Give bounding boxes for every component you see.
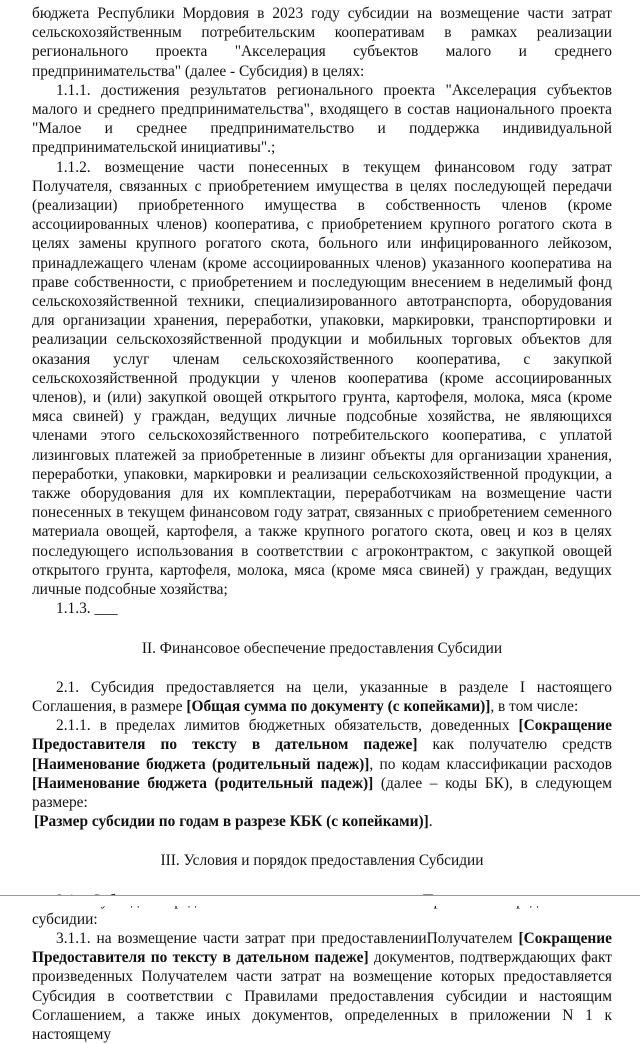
paragraph-2-1-1-text-b: как получателю средств (417, 736, 612, 754)
paragraph-2-1 (32, 678, 612, 716)
intro-paragraph: бюджета Республики Мордовия в 2023 году субсидии на возмещение части затрат сельскохозяйственным потребительским кооперативам в рамках реализации регионального проекта "Акселерация субъектов малого и среднего предпринимательства" (далее - Субсидия) в целях: (32, 5, 612, 80)
paragraph-2-1-1-text-c: , по кодам классификации расходов (369, 755, 612, 773)
paragraph-2-1-1-text-a: 2.1.1. в пределах лимитов бюджетных обязательств, доведенных (56, 717, 519, 735)
paragraph-3-1-1 (32, 929, 612, 1044)
total-amount-placeholder: [Общая сумма по документу (с копейками)] (186, 697, 491, 715)
paragraph-1-1-3: 1.1.3. ___ (56, 600, 118, 618)
budget-name-placeholder-1: [Наименование бюджета (родительный падеж)] (32, 755, 370, 773)
paragraph-2-1-1-text-d: (далее – коды БК), в следующем размере: (32, 774, 612, 811)
provider-placeholder-2: [Сокращение Предоставителя по тексту в дательном падеже] (32, 929, 612, 967)
kbk-amount-paragraph (32, 812, 612, 831)
budget-name-placeholder-2: [Наименование бюджета (родительный падеж)] (32, 774, 374, 792)
paragraph-3-1-1-text-b: документов, подтверждающих факт произведенных Получателем части затрат на возмещение которых предоставляется Субсидия в соответствии с Правилами предоставления субсидии и настоящим Соглашением, а также иных документов, определенных в приложении N 1 к настоящему (32, 949, 612, 1043)
paragraph-3-1: субсидии: (32, 910, 98, 928)
kbk-amount-placeholder: [Размер субсидии по годам в разрезе КБК (с копейками)] (34, 813, 429, 831)
page-cut-divider (0, 895, 640, 906)
paragraph-3-1-1-text-a: 3.1.1. на возмещение части затрат при предоставленииПолучателем (56, 929, 519, 947)
paragraph-2-1-1 (32, 716, 612, 812)
section-heading-3: III. Условия и порядок предоставления Субсидии (160, 852, 484, 870)
paragraph-1-1-1: 1.1.1. достижения результатов регионального проекта "Акселерация субъектов малого и среднего предпринимательства", входящего в состав национального проекта "Малое и среднее предпринимательство и поддержка индивидуальной предпринимательской инициативы".; (32, 81, 612, 157)
provider-placeholder: [Сокращение Предоставителя по тексту в дательном падеже] (32, 717, 612, 754)
kbk-amount-period: . (428, 813, 433, 831)
paragraph-1-1-2: 1.1.2. возмещение части понесенных в текущем финансовом году затрат Получателя, связанных с приобретением имущества в целях последующей передачи (реализации) приобретенного имущества в собственность членов (кроме ассоциированных членов) кооператива, с приобретением крупного рогатого скота в целях замены крупного рогатого скота, больного или инфицированного лейкозом, принадлежащего членам (кроме ассоциированных членов) указанного кооператива на праве собственности, с приобретением и последующим внесением в неделимый фонд сельскохозяйственной техники, специализированного автотранспорта, оборудования для организации хранения, переработки, упаковки, маркировки, транспортировки и реализации сельскохозяйственной продукции и мобильных торговых объектов для оказания услуг членам сельскохозяйственного кооператива, с закупкой сельскохозяйственной продукции у членов кооператива (кроме ассоциированных членов), и (или) закупкой овощей открытого грунта, картофеля, молока, мяса (кроме мяса свиней) у граждан, ведущих личные подсобные хозяйства, не являющихся членами этого сельскохозяйственного потребительского кооператива, с уплатой лизинговых платежей за приобретенные в лизинг объекты для организации хранения, переработки, упаковки, маркировки и реализации сельскохозяйственной продукции, а также оборудования для их комплектации, переработчикам на возмещение части понесенных в текущем финансовом году затрат, связанных с приобретением семенного материала овощей, картофеля, а также крупного рогатого скота, овец и коз в целях последующего использования в соответствии с агроконтрактом, с закупкой овощей открытого грунта, картофеля, молока, мяса (кроме мяса свиней) у граждан, ведущих личные подсобные хозяйства; (32, 158, 612, 599)
section-heading-2: II. Финансовое обеспечение предоставления Субсидии (141, 639, 503, 657)
paragraph-2-1-text-a: 2.1. Субсидия предоставляется на цели, указанные в разделе I настоящего Соглашения, в размере (32, 678, 612, 715)
paragraph-2-1-text-b: , в том числе: (490, 697, 579, 715)
